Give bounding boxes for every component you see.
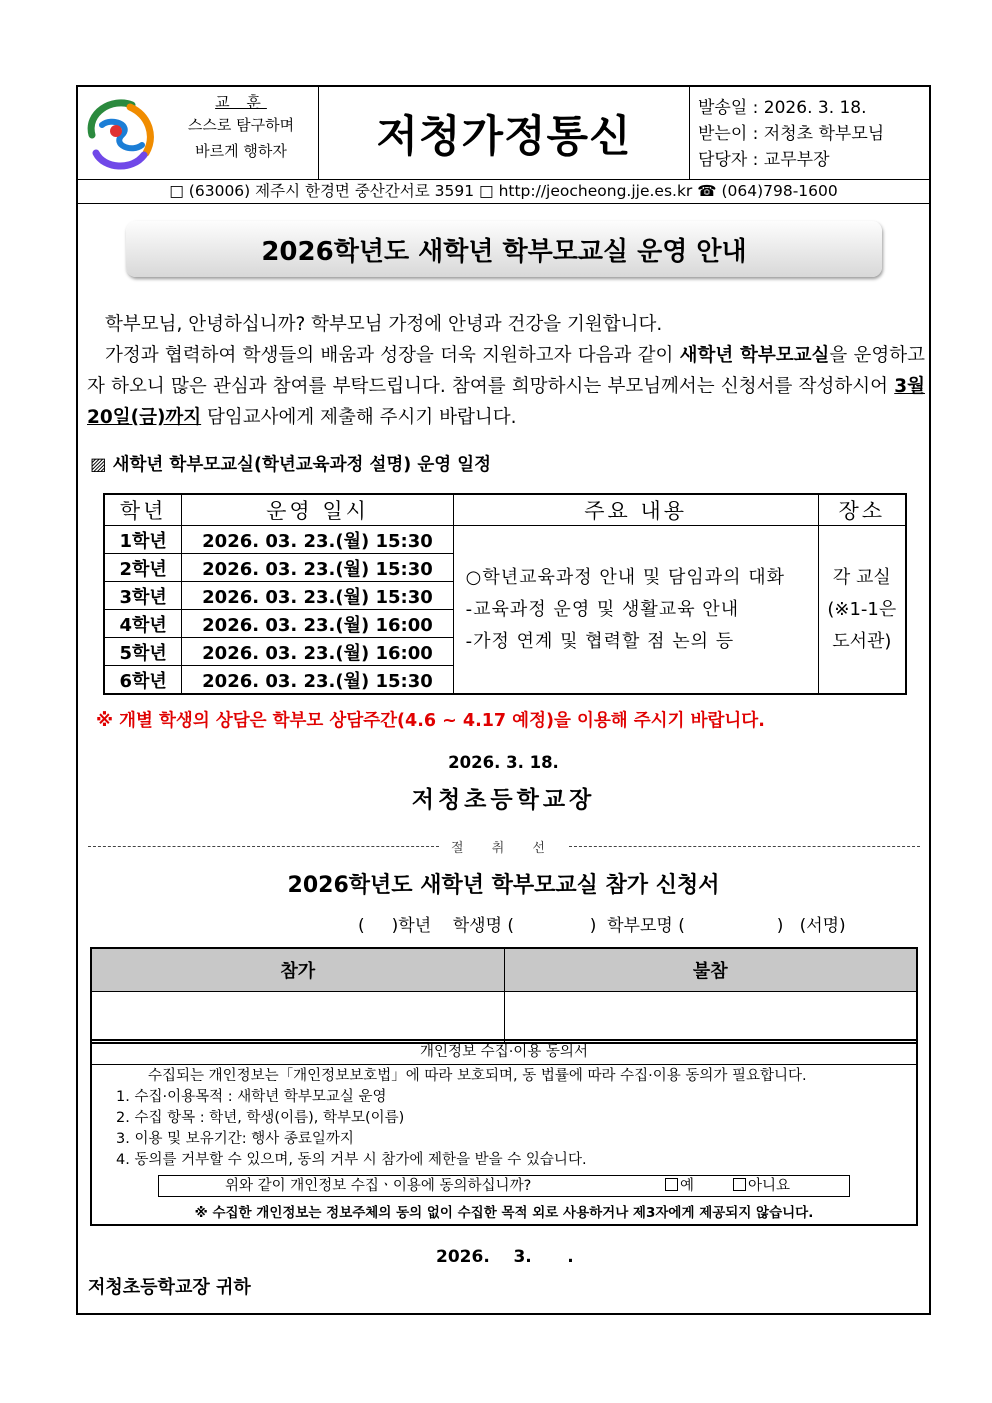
consent-item: 1. 수집·이용목적 : 새학년 학부모교실 운영: [116, 1089, 387, 1105]
join-field[interactable]: [91, 992, 504, 1044]
form-date: 2026. 3. .: [436, 1247, 574, 1267]
no-join-field[interactable]: [504, 992, 917, 1044]
school-logo: [82, 95, 164, 171]
consent-warning: ※ 수집한 개인정보는 정보주체의 동의 없이 수집한 목적 외로 사용하거나 제3자에게 제공되지 않습니다.: [194, 1205, 814, 1221]
notice-title: 2026학년도 새학년 학부모교실 운영 안내: [126, 221, 882, 277]
consent-intro: 수집되는 개인정보는「개인정보보호법」에 따라 보호되며, 동 법률에 따라 수집·이용 동의가 필요합니다.: [148, 1068, 807, 1084]
datetime-cell: 2026. 03. 23.(월) 15:30: [182, 554, 453, 582]
datetime-cell: 2026. 03. 23.(월) 15:30: [182, 582, 453, 610]
issue-date: 2026. 3. 18.: [448, 753, 559, 772]
header-content: 주요 내용: [453, 494, 818, 526]
recipient: 받는이 : 저청초 학부모님: [698, 124, 885, 144]
datetime-cell: 2026. 03. 23.(월) 15:30: [182, 526, 453, 554]
signer: 저청초등학교장: [411, 787, 596, 813]
form-title: 2026학년도 새학년 학부모교실 참가 신청서: [287, 873, 720, 898]
grade-cell: 6학년: [104, 666, 182, 695]
grade-cell: 1학년: [104, 526, 182, 554]
grade-cell: 4학년: [104, 610, 182, 638]
header-no-join: 불참: [504, 948, 917, 992]
consent-question-box: [158, 1175, 850, 1197]
header-grade: 학년: [104, 494, 182, 526]
newsletter-title: 저청가정통신: [376, 111, 632, 162]
consent-question: 위와 같이 개인정보 수집ㆍ이용에 동의하십니까?: [225, 1178, 532, 1194]
schedule-table: [103, 493, 907, 695]
school-motto: [164, 87, 318, 179]
manager: 담당자 : 교무부장: [698, 150, 830, 170]
paragraph-main: 가정과 협력하여 학생들의 배움과 성장을 더욱 지원하고자 다음과 같이 새학년 학부모교실을 운영하고자 하오니 많은 관심과 참여를 부탁드립니다. 참여를 희망하시는 부모님께서는 신청서를 작성하시어 3월 20일(금)까지 담임교사에게 제출해 주시기 바랍니다.: [87, 345, 925, 428]
school-address: □ (63006) 제주시 한경면 중산간서로 3591 □ http://jeocheong.jje.es.kr ☎ (064)798-1600: [78, 179, 929, 204]
table-row: [104, 526, 906, 554]
datetime-cell: 2026. 03. 23.(월) 15:30: [182, 666, 453, 695]
no-checkbox[interactable]: [733, 1178, 746, 1191]
header-datetime: 운영 일시: [182, 494, 453, 526]
yes-option[interactable]: 예: [665, 1176, 733, 1196]
notice-body: [87, 309, 925, 433]
grade-cell: 5학년: [104, 638, 182, 666]
consent-item: 3. 이용 및 보유기간: 행사 종료일까지: [116, 1131, 354, 1147]
consent-lines: [92, 1066, 916, 1171]
send-date: 발송일 : 2026. 3. 18.: [698, 98, 867, 118]
header-meta: [698, 95, 884, 173]
consent-title: 개인정보 수집·이용 동의서: [92, 1041, 916, 1065]
content-cell: ○학년교육과정 안내 및 담임과의 대화 -교육과정 운영 및 생활교육 안내 -가정 연계 및 협력할 점 논의 등: [453, 526, 818, 695]
datetime-cell: 2026. 03. 23.(월) 16:00: [182, 610, 453, 638]
table-header-row: [104, 494, 906, 526]
section-heading: ▨ 새학년 학부모교실(학년교육과정 설명) 운영 일정: [90, 455, 492, 475]
consent-item: 4. 동의를 거부할 수 있으며, 동의 거부 시 참가에 제한을 받을 수 있습니다.: [116, 1152, 587, 1168]
cut-line-label: 절 취 선: [451, 841, 557, 856]
attendance-table: [90, 947, 918, 1044]
grade-cell: 2학년: [104, 554, 182, 582]
header: [78, 87, 929, 180]
header-join: 참가: [91, 948, 504, 992]
consent-item: 2. 수집 항목 : 학년, 학생(이름), 학부모(이름): [116, 1110, 405, 1126]
motto-line-1: 스스로 탐구하며: [187, 116, 295, 134]
divider: [689, 87, 690, 179]
deadline: 3월 20일(금)까지: [87, 376, 925, 428]
cut-line: [88, 837, 920, 856]
counseling-note: ※ 개별 학생의 상담은 학부모 상담주간(4.6 ~ 4.17 예정)을 이용해 주시기 바랍니다.: [96, 711, 765, 731]
yes-checkbox[interactable]: [665, 1178, 678, 1191]
grade-cell: 3학년: [104, 582, 182, 610]
addressee: 저청초등학교장 귀하: [88, 1277, 251, 1298]
header-place: 장소: [818, 494, 906, 526]
paragraph-greeting: 학부모님, 안녕하십니까? 학부모님 가정에 안녕과 건강을 기원합니다.: [105, 314, 663, 335]
place-cell: 각 교실 (※1-1은 도서관): [818, 526, 906, 695]
no-option[interactable]: 아니요: [733, 1176, 790, 1196]
datetime-cell: 2026. 03. 23.(월) 16:00: [182, 638, 453, 666]
motto-line-2: 바르게 행하자: [195, 142, 287, 160]
privacy-consent-box: [90, 1039, 918, 1226]
motto-title: 교 훈: [215, 93, 267, 111]
document-frame: [76, 85, 931, 1315]
form-fill-line: ( )학년 학생명 ( ) 학부모명 ( ) (서명): [358, 916, 846, 936]
